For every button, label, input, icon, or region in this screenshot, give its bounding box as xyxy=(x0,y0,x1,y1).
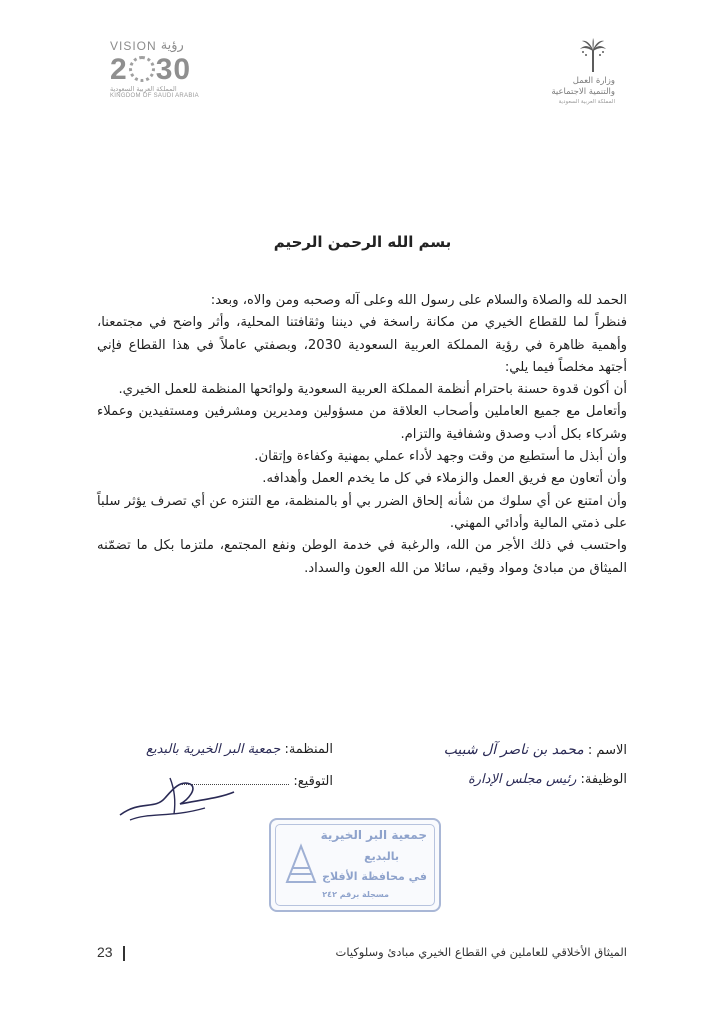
paragraph: الحمد لله والصلاة والسلام على رسول الله وعلى آله وصحبه ومن والاه، وبعد: xyxy=(210,293,627,308)
paragraph: فنظراً لما للقطاع الخيري من مكانة راسخة في ديننا وثقافتنا المحلية، وأثر واضح في مجتمعنا، وأهمية ظاهرة في رؤية المملكة العربية السعودية 2030، وبصفتي عاملاً في هذا القطاع فإني أجتهد مخلصاً فيما يلي: xyxy=(97,315,627,375)
page-number: 23 xyxy=(97,944,113,960)
paragraph: أن أكون قدوة حسنة باحترام أنظمة المملكة العربية السعودية ولوائحها المنظمة للعمل الخيري. xyxy=(118,382,627,398)
stamp-line-1: جمعية البر الخيرية xyxy=(320,828,427,842)
vision-2030-logo xyxy=(110,38,220,108)
job-value: رئيس مجلس الإدارة xyxy=(467,772,577,787)
signature-label: التوقيع: xyxy=(293,774,333,789)
paragraph: وأتعامل مع جميع العاملين وأصحاب العلاقة من مسؤولين ومديرين ومشرفين ومستفيدين وعملاء وشركاء بكل أدب وصدق وشفافية والتزام. xyxy=(97,404,627,442)
ministry-sub: المملكة العربية السعودية xyxy=(558,99,615,105)
handwritten-signature xyxy=(110,770,240,830)
footer-divider xyxy=(123,946,125,961)
footer-title: الميثاق الأخلاقي للعاملين في القطاع الخيري مبادئ وسلوكيات xyxy=(335,945,627,959)
org-value: جمعية البر الخيرية بالبديع xyxy=(146,742,281,757)
vision-sub-ar: المملكة العربية السعودية xyxy=(110,85,177,93)
ministry-name-line1: وزارة العمل xyxy=(572,76,615,86)
paragraph: وأن أتعاون مع فريق العمل والزملاء في كل ما يخدم العمل وأهدافه. xyxy=(262,471,627,487)
paragraph: وأن أبذل ما أستطيع من وقت وجهد لأداء عملي بمهنية وكفاءة وإتقان. xyxy=(254,449,627,465)
name-label: الاسم : xyxy=(587,743,627,758)
ministry-name-line2: والتنمية الاجتماعية xyxy=(551,87,615,97)
org-label: المنظمة: xyxy=(284,742,333,757)
name-row xyxy=(444,742,627,758)
document-body xyxy=(97,290,627,580)
paragraph: واحتسب في ذلك الأجر من الله، والرغبة في خدمة الوطن ونفع المجتمع، ملتزما بكل ما تضمّنه الميثاق من مبادئ ومواد وقيم، سائلا من الله العون والسداد. xyxy=(97,538,627,576)
vision-sub-en: KINGDOM OF SAUDI ARABIA xyxy=(110,93,199,99)
organization-stamp xyxy=(269,818,441,912)
vision-ar-label: رؤية xyxy=(160,38,184,53)
paragraph: وأن امتنع عن أي سلوك من شأنه إلحاق الضرر بي أو بالمنظمة، مع التنزه عن أي تصرف يؤثر سلباً على ذمتي المالية وأدائي المهني. xyxy=(97,493,627,531)
vision-year: 2 30 xyxy=(110,53,192,86)
stamp-line-3: في محافظة الأفلاج xyxy=(322,870,427,883)
stamp-line-2: بالبديع xyxy=(364,850,399,863)
vision-ring-icon xyxy=(129,56,155,82)
basmala-heading: بسم الله الرحمن الرحيم xyxy=(273,233,452,251)
org-row xyxy=(146,742,333,757)
vision-en-label: VISION xyxy=(110,38,157,53)
stamp-emblem-icon xyxy=(283,842,319,886)
job-row xyxy=(468,772,627,787)
palm-tree-icon xyxy=(579,38,607,74)
name-value: محمد بن ناصر آل شبيب xyxy=(443,742,584,758)
page-footer xyxy=(97,944,627,964)
job-label: الوظيفة: xyxy=(580,772,627,787)
stamp-line-4: مسجلة برقم ٢٤٢ xyxy=(322,890,389,899)
